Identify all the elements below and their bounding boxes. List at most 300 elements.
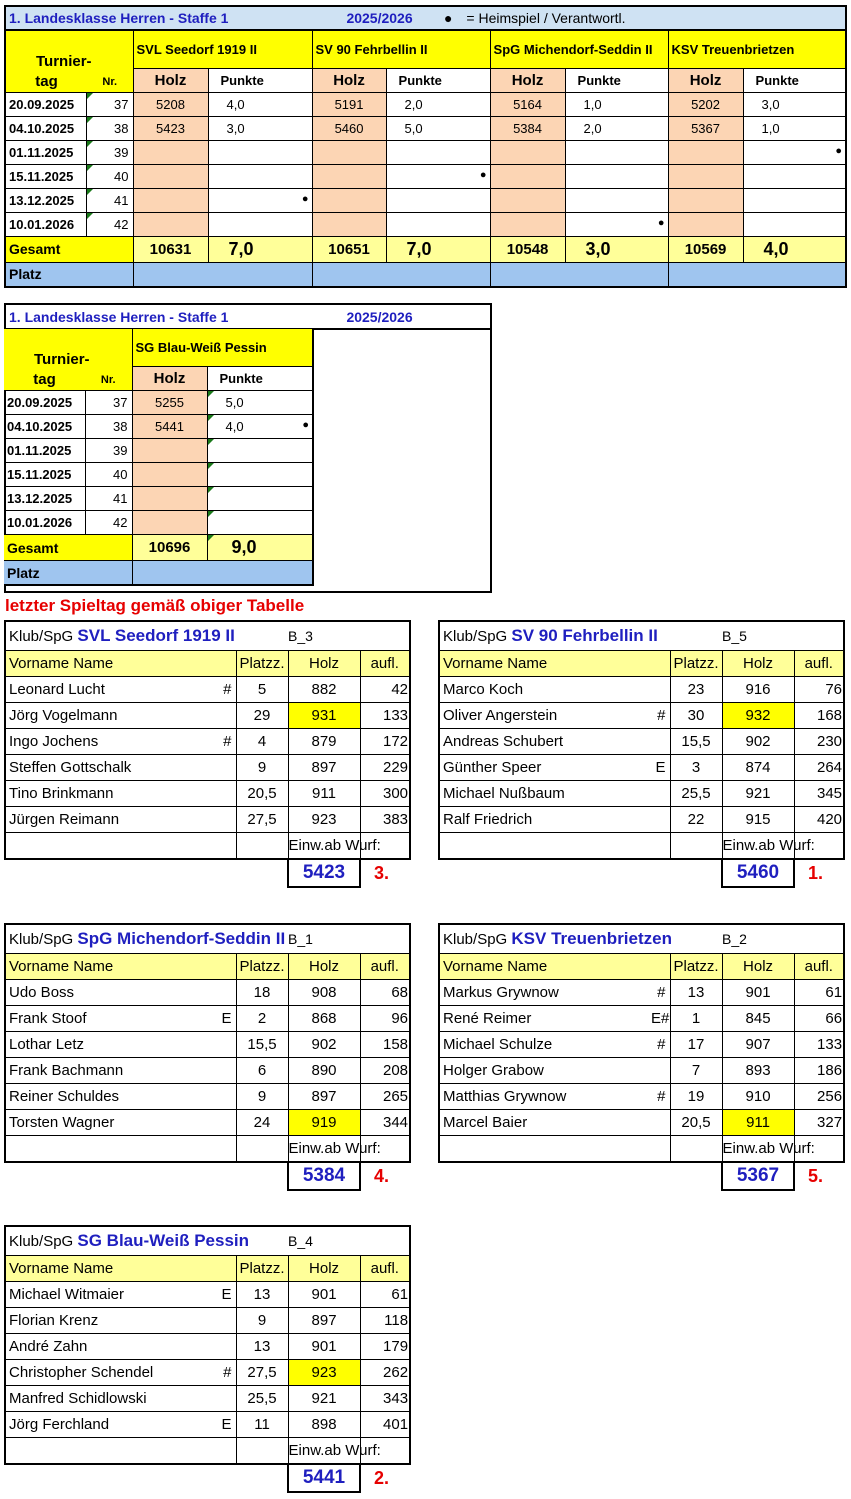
player-holz: 932 bbox=[722, 703, 794, 729]
player-holz: 874 bbox=[722, 755, 794, 781]
player-aufl: 172 bbox=[360, 729, 410, 755]
schedule-row bbox=[4, 391, 313, 415]
player-platz: 9 bbox=[236, 1308, 288, 1334]
player-row bbox=[5, 729, 410, 755]
player-aufl: 186 bbox=[794, 1058, 844, 1084]
date-cell: 01.11.2025 bbox=[5, 140, 86, 164]
player-name: Ralf Friedrich bbox=[439, 807, 651, 833]
player-holz: 908 bbox=[288, 980, 360, 1006]
player-holz: 915 bbox=[722, 807, 794, 833]
holz-cell bbox=[132, 463, 207, 487]
player-platz: 1 bbox=[670, 1006, 722, 1032]
player-aufl: 345 bbox=[794, 781, 844, 807]
player-platz: 2 bbox=[236, 1006, 288, 1032]
player-row bbox=[5, 1110, 410, 1136]
player-platz: 9 bbox=[236, 1084, 288, 1110]
player-row bbox=[5, 677, 410, 703]
schedule-title: 1. Landesklasse Herren - Staffe 1 2025/2026 bbox=[5, 6, 386, 30]
date-cell: 01.11.2025 bbox=[4, 439, 85, 463]
club-name: KSV Treuenbrietzen bbox=[511, 929, 672, 948]
nr-cell: 39 bbox=[86, 140, 133, 164]
aufl-header: aufl. bbox=[360, 1256, 410, 1282]
punkte-header: Punkte bbox=[386, 68, 490, 92]
player-platz: 24 bbox=[236, 1110, 288, 1136]
punkte-cell: 4,0 ● bbox=[207, 415, 313, 439]
player-platz: 6 bbox=[236, 1058, 288, 1084]
player-name: Udo Boss bbox=[5, 980, 217, 1006]
player-name: Ingo Jochens bbox=[5, 729, 217, 755]
punkte-cell bbox=[565, 212, 668, 236]
total-holz: 10631 bbox=[133, 236, 208, 262]
punkte-cell bbox=[207, 463, 313, 487]
lineup-header-row bbox=[5, 651, 410, 677]
player-platz: 13 bbox=[670, 980, 722, 1006]
holz-cell bbox=[312, 212, 386, 236]
platz-header: Platzz. bbox=[670, 954, 722, 980]
player-row bbox=[5, 1058, 410, 1084]
player-mark: E bbox=[651, 755, 670, 781]
club-header: Klub/SpG KSV Treuenbrietzen bbox=[439, 924, 722, 954]
schedule-table-main bbox=[4, 5, 847, 288]
player-holz: 901 bbox=[722, 980, 794, 1006]
player-mark bbox=[217, 1058, 236, 1084]
player-aufl: 61 bbox=[794, 980, 844, 1006]
holz-cell bbox=[133, 140, 208, 164]
punkte-header: Punkte bbox=[743, 68, 846, 92]
player-row bbox=[5, 1308, 410, 1334]
schedule-legend: ● = Heimspiel / Verantwortl. bbox=[386, 6, 846, 30]
player-mark: # bbox=[217, 1360, 236, 1386]
date-cell: 04.10.2025 bbox=[4, 415, 85, 439]
holz-cell: 5202 bbox=[668, 92, 743, 116]
club-code: B_3 bbox=[288, 621, 410, 651]
date-cell: 10.01.2026 bbox=[4, 511, 85, 535]
player-row bbox=[439, 1032, 844, 1058]
platz-label: Platz bbox=[4, 561, 132, 586]
player-mark bbox=[217, 1386, 236, 1412]
schedule-row bbox=[5, 116, 846, 140]
player-name: Michael Witmaier bbox=[5, 1282, 217, 1308]
player-mark bbox=[217, 781, 236, 807]
player-aufl: 208 bbox=[360, 1058, 410, 1084]
holz-cell: 5423 bbox=[133, 116, 208, 140]
club-code: B_2 bbox=[722, 924, 844, 954]
player-holz: 902 bbox=[722, 729, 794, 755]
player-platz: 20,5 bbox=[670, 1110, 722, 1136]
platz-header: Platzz. bbox=[236, 954, 288, 980]
player-aufl: 327 bbox=[794, 1110, 844, 1136]
player-holz: 921 bbox=[722, 781, 794, 807]
player-row bbox=[439, 1084, 844, 1110]
player-holz: 890 bbox=[288, 1058, 360, 1084]
schedule-row bbox=[4, 415, 313, 439]
name-header: Vorname Name bbox=[5, 1256, 236, 1282]
player-name: Holger Grabow bbox=[439, 1058, 651, 1084]
player-platz: 27,5 bbox=[236, 1360, 288, 1386]
holz-cell: 5441 bbox=[132, 415, 207, 439]
player-holz: 897 bbox=[288, 1308, 360, 1334]
player-holz: 868 bbox=[288, 1006, 360, 1032]
player-row bbox=[5, 1386, 410, 1412]
player-mark: E bbox=[217, 1006, 236, 1032]
total-holz: 10548 bbox=[490, 236, 565, 262]
einw-label: Einw.ab Wurf: bbox=[288, 1136, 360, 1163]
player-aufl: 158 bbox=[360, 1032, 410, 1058]
holz-header: Holz bbox=[668, 68, 743, 92]
schedule-row bbox=[5, 140, 846, 164]
gesamt-label: Gesamt bbox=[4, 535, 85, 561]
player-platz: 30 bbox=[670, 703, 722, 729]
lineup-header-row bbox=[439, 954, 844, 980]
holz-cell bbox=[312, 164, 386, 188]
punkte-cell bbox=[565, 164, 668, 188]
player-name: Leonard Lucht bbox=[5, 677, 217, 703]
punkte-cell: 3,0 bbox=[743, 92, 846, 116]
player-mark bbox=[217, 703, 236, 729]
club-header: Klub/SpG SpG Michendorf-Seddin II bbox=[5, 924, 288, 954]
punkte-cell bbox=[386, 188, 490, 212]
player-row bbox=[5, 807, 410, 833]
holz-cell bbox=[668, 140, 743, 164]
player-platz: 13 bbox=[236, 1282, 288, 1308]
punkte-cell bbox=[207, 439, 313, 463]
player-name: Jörg Ferchland bbox=[5, 1412, 217, 1438]
player-aufl: 344 bbox=[360, 1110, 410, 1136]
platz-header: Platzz. bbox=[670, 651, 722, 677]
player-holz: 923 bbox=[288, 1360, 360, 1386]
player-name: Günther Speer bbox=[439, 755, 651, 781]
player-aufl: 61 bbox=[360, 1282, 410, 1308]
player-name: Michael Schulze bbox=[439, 1032, 651, 1058]
player-row bbox=[439, 980, 844, 1006]
player-row bbox=[439, 781, 844, 807]
player-name: Manfred Schidlowski bbox=[5, 1386, 217, 1412]
player-holz: 897 bbox=[288, 755, 360, 781]
player-platz: 13 bbox=[236, 1334, 288, 1360]
schedule-row bbox=[5, 188, 846, 212]
nr-cell: 42 bbox=[85, 511, 132, 535]
player-platz: 9 bbox=[236, 755, 288, 781]
lineup-rank: 2. bbox=[374, 1468, 390, 1488]
club-header: Klub/SpG SVL Seedorf 1919 II bbox=[5, 621, 288, 651]
player-platz: 18 bbox=[236, 980, 288, 1006]
player-name: Steffen Gottschalk bbox=[5, 755, 217, 781]
club-name: SV 90 Fehrbellin II bbox=[511, 626, 658, 645]
punkte-cell: 2,0 bbox=[565, 116, 668, 140]
player-aufl: 401 bbox=[360, 1412, 410, 1438]
date-cell: 15.11.2025 bbox=[5, 164, 86, 188]
lineup-rank: 3. bbox=[374, 863, 390, 883]
last-day-note: letzter Spieltag gemäß obiger Tabelle bbox=[5, 596, 305, 615]
gesamt-label: Gesamt bbox=[5, 236, 86, 262]
player-mark: # bbox=[651, 703, 670, 729]
team-header: SV 90 Fehrbellin II bbox=[312, 30, 490, 68]
player-holz: 931 bbox=[288, 703, 360, 729]
player-platz: 11 bbox=[236, 1412, 288, 1438]
player-name: Tino Brinkmann bbox=[5, 781, 217, 807]
player-name: Torsten Wagner bbox=[5, 1110, 217, 1136]
player-row bbox=[439, 729, 844, 755]
holz-header: Holz bbox=[490, 68, 565, 92]
punkte-cell: 1,0 bbox=[565, 92, 668, 116]
aufl-header: aufl. bbox=[360, 954, 410, 980]
player-name: Oliver Angerstein bbox=[439, 703, 651, 729]
player-name: Florian Krenz bbox=[5, 1308, 217, 1334]
player-aufl: 300 bbox=[360, 781, 410, 807]
schedule-title: 1. Landesklasse Herren - Staffe 1 2025/2026 bbox=[6, 305, 490, 329]
player-aufl: 118 bbox=[360, 1308, 410, 1334]
punkte-cell: 1,0 bbox=[743, 116, 846, 140]
name-header: Vorname Name bbox=[5, 954, 236, 980]
holz-cell bbox=[132, 439, 207, 463]
player-aufl: 256 bbox=[794, 1084, 844, 1110]
einw-label: Einw.ab Wurf: bbox=[288, 1438, 360, 1465]
player-row bbox=[439, 807, 844, 833]
holz-header: Holz bbox=[133, 68, 208, 92]
player-row bbox=[5, 1360, 410, 1386]
aufl-header: aufl. bbox=[360, 651, 410, 677]
punkte-cell bbox=[565, 188, 668, 212]
total-punkte: 7,0 bbox=[386, 236, 490, 262]
player-name: Marcel Baier bbox=[439, 1110, 651, 1136]
player-name: Christopher Schendel bbox=[5, 1360, 217, 1386]
player-aufl: 68 bbox=[360, 980, 410, 1006]
total-punkte: 9,0 bbox=[207, 535, 313, 561]
holz-cell bbox=[133, 212, 208, 236]
player-aufl: 230 bbox=[794, 729, 844, 755]
player-mark: E bbox=[217, 1282, 236, 1308]
player-mark bbox=[217, 1334, 236, 1360]
club-code: B_4 bbox=[288, 1226, 410, 1256]
player-platz: 7 bbox=[670, 1058, 722, 1084]
player-name: Marco Koch bbox=[439, 677, 651, 703]
nr-cell: 38 bbox=[85, 415, 132, 439]
player-mark: # bbox=[217, 677, 236, 703]
player-holz: 911 bbox=[288, 781, 360, 807]
player-aufl: 66 bbox=[794, 1006, 844, 1032]
nr-cell: 37 bbox=[86, 92, 133, 116]
player-holz: 921 bbox=[288, 1386, 360, 1412]
nr-cell: 41 bbox=[85, 487, 132, 511]
punkte-cell: 5,0 bbox=[207, 391, 313, 415]
player-aufl: 264 bbox=[794, 755, 844, 781]
lineup-header-row bbox=[5, 954, 410, 980]
nr-cell: 40 bbox=[86, 164, 133, 188]
player-row bbox=[5, 1334, 410, 1360]
schedule-row bbox=[5, 164, 846, 188]
punkte-cell: 3,0 bbox=[208, 116, 312, 140]
player-mark: # bbox=[651, 1032, 670, 1058]
player-holz: 897 bbox=[288, 1084, 360, 1110]
date-cell: 13.12.2025 bbox=[5, 188, 86, 212]
holz-cell bbox=[133, 188, 208, 212]
holz-header: Holz bbox=[132, 367, 207, 391]
schedule-table-second bbox=[4, 303, 492, 593]
date-cell: 15.11.2025 bbox=[4, 463, 85, 487]
player-row bbox=[5, 781, 410, 807]
lineup-table bbox=[438, 923, 845, 1163]
holz-header: Holz bbox=[288, 651, 360, 677]
holz-cell bbox=[490, 140, 565, 164]
holz-header: Holz bbox=[288, 1256, 360, 1282]
turniertag-header: Turnier- tag Nr. bbox=[5, 30, 133, 92]
lineup-rank: 5. bbox=[808, 1166, 824, 1186]
player-mark bbox=[217, 1308, 236, 1334]
holz-cell bbox=[490, 212, 565, 236]
platz-header: Platzz. bbox=[236, 651, 288, 677]
schedule-row bbox=[5, 92, 846, 116]
lineup-header-row bbox=[5, 1256, 410, 1282]
holz-cell: 5208 bbox=[133, 92, 208, 116]
player-mark bbox=[651, 1110, 670, 1136]
holz-cell: 5460 bbox=[312, 116, 386, 140]
player-mark: # bbox=[651, 980, 670, 1006]
punkte-cell bbox=[208, 140, 312, 164]
player-name: Frank Stoof bbox=[5, 1006, 217, 1032]
einw-label: Einw.ab Wurf: bbox=[288, 833, 360, 860]
holz-cell bbox=[133, 164, 208, 188]
player-holz: 923 bbox=[288, 807, 360, 833]
player-name: René Reimer bbox=[439, 1006, 651, 1032]
player-aufl: 42 bbox=[360, 677, 410, 703]
lineup-rank: 4. bbox=[374, 1166, 390, 1186]
player-holz: 911 bbox=[722, 1110, 794, 1136]
player-holz: 902 bbox=[288, 1032, 360, 1058]
player-aufl: 133 bbox=[794, 1032, 844, 1058]
player-mark bbox=[651, 677, 670, 703]
player-platz: 25,5 bbox=[670, 781, 722, 807]
nr-cell: 41 bbox=[86, 188, 133, 212]
player-holz: 901 bbox=[288, 1282, 360, 1308]
player-name: Andreas Schubert bbox=[439, 729, 651, 755]
club-name: SVL Seedorf 1919 II bbox=[77, 626, 235, 645]
club-header: Klub/SpG SG Blau-Weiß Pessin bbox=[5, 1226, 288, 1256]
player-holz: 907 bbox=[722, 1032, 794, 1058]
lineup-header-row bbox=[439, 651, 844, 677]
total-punkte: 4,0 bbox=[743, 236, 846, 262]
player-platz: 19 bbox=[670, 1084, 722, 1110]
nr-cell: 40 bbox=[85, 463, 132, 487]
player-aufl: 420 bbox=[794, 807, 844, 833]
player-name: André Zahn bbox=[5, 1334, 217, 1360]
player-row bbox=[5, 980, 410, 1006]
punkte-cell bbox=[207, 487, 313, 511]
punkte-header: Punkte bbox=[565, 68, 668, 92]
player-mark bbox=[217, 1032, 236, 1058]
player-aufl: 179 bbox=[360, 1334, 410, 1360]
player-platz: 15,5 bbox=[670, 729, 722, 755]
date-cell: 13.12.2025 bbox=[4, 487, 85, 511]
player-name: Matthias Grywnow bbox=[439, 1084, 651, 1110]
player-row bbox=[439, 1058, 844, 1084]
punkte-cell bbox=[208, 212, 312, 236]
schedule-row bbox=[4, 439, 313, 463]
player-name: Jürgen Reimann bbox=[5, 807, 217, 833]
team-header: KSV Treuenbrietzen bbox=[668, 30, 846, 68]
player-aufl: 96 bbox=[360, 1006, 410, 1032]
player-mark bbox=[651, 807, 670, 833]
club-code: B_5 bbox=[722, 621, 844, 651]
player-name: Michael Nußbaum bbox=[439, 781, 651, 807]
holz-header: Holz bbox=[312, 68, 386, 92]
player-row bbox=[439, 677, 844, 703]
player-mark bbox=[217, 1084, 236, 1110]
date-cell: 20.09.2025 bbox=[5, 92, 86, 116]
holz-cell bbox=[668, 188, 743, 212]
player-mark bbox=[217, 755, 236, 781]
player-aufl: 168 bbox=[794, 703, 844, 729]
punkte-cell bbox=[565, 140, 668, 164]
date-cell: 10.01.2026 bbox=[5, 212, 86, 236]
holz-cell: 5191 bbox=[312, 92, 386, 116]
holz-cell bbox=[312, 140, 386, 164]
player-platz: 5 bbox=[236, 677, 288, 703]
nr-cell: 37 bbox=[85, 391, 132, 415]
lineup-total: 5423 bbox=[287, 860, 361, 888]
punkte-header: Punkte bbox=[208, 68, 312, 92]
name-header: Vorname Name bbox=[439, 954, 670, 980]
player-mark: E# bbox=[651, 1006, 670, 1032]
lineup-table bbox=[438, 620, 845, 860]
player-name: Jörg Vogelmann bbox=[5, 703, 217, 729]
player-holz: 893 bbox=[722, 1058, 794, 1084]
player-aufl: 383 bbox=[360, 807, 410, 833]
holz-cell bbox=[132, 487, 207, 511]
player-mark bbox=[217, 980, 236, 1006]
name-header: Vorname Name bbox=[5, 651, 236, 677]
player-aufl: 229 bbox=[360, 755, 410, 781]
punkte-cell bbox=[743, 140, 846, 164]
holz-cell: 5367 bbox=[668, 116, 743, 140]
lineup-total: 5460 bbox=[721, 860, 795, 888]
club-name: SG Blau-Weiß Pessin bbox=[77, 1231, 250, 1250]
punkte-cell bbox=[386, 164, 490, 188]
player-platz: 25,5 bbox=[236, 1386, 288, 1412]
player-mark bbox=[651, 729, 670, 755]
holz-cell bbox=[312, 188, 386, 212]
punkte-header: Punkte bbox=[207, 367, 313, 391]
holz-cell bbox=[490, 164, 565, 188]
punkte-cell: 5,0 bbox=[386, 116, 490, 140]
player-platz: 3 bbox=[670, 755, 722, 781]
team-header: SG Blau-Weiß Pessin bbox=[132, 329, 313, 367]
date-cell: 20.09.2025 bbox=[4, 391, 85, 415]
holz-cell: 5164 bbox=[490, 92, 565, 116]
punkte-cell bbox=[743, 188, 846, 212]
player-mark: E bbox=[217, 1412, 236, 1438]
nr-cell: 38 bbox=[86, 116, 133, 140]
player-holz: 919 bbox=[288, 1110, 360, 1136]
player-row bbox=[5, 703, 410, 729]
team-header: SpG Michendorf-Seddin II bbox=[490, 30, 668, 68]
total-punkte: 7,0 bbox=[208, 236, 312, 262]
punkte-cell: 4,0 bbox=[208, 92, 312, 116]
schedule-row bbox=[4, 463, 313, 487]
holz-cell bbox=[668, 212, 743, 236]
holz-header: Holz bbox=[722, 651, 794, 677]
team-header: SVL Seedorf 1919 II bbox=[133, 30, 312, 68]
player-row bbox=[5, 1006, 410, 1032]
player-mark bbox=[217, 807, 236, 833]
lineup-rank: 1. bbox=[808, 863, 824, 883]
punkte-cell: 2,0 bbox=[386, 92, 490, 116]
einw-label: Einw.ab Wurf: bbox=[722, 833, 794, 860]
player-mark bbox=[217, 1110, 236, 1136]
lineup-total: 5367 bbox=[721, 1163, 795, 1191]
einw-label: Einw.ab Wurf: bbox=[722, 1136, 794, 1163]
player-name: Reiner Schuldes bbox=[5, 1084, 217, 1110]
club-name: SpG Michendorf-Seddin II bbox=[77, 929, 286, 948]
